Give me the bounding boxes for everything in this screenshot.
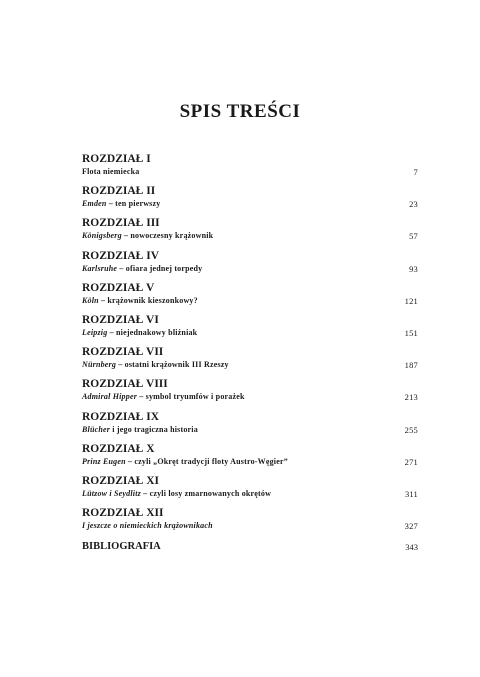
toc-entry <box>82 507 418 539</box>
chapter-subtitle <box>82 521 213 530</box>
chapter-heading: ROZDZIAŁ II <box>82 185 156 198</box>
ship-name: Emden <box>82 199 107 209</box>
chapter-heading: ROZDZIAŁ XII <box>82 507 164 520</box>
subtitle-text: – krążownik kieszonkowy? <box>98 295 198 305</box>
chapter-heading: ROZDZIAŁ IX <box>82 410 160 423</box>
chapter-subtitle-line <box>82 263 418 275</box>
chapter-subtitle-line <box>82 295 418 307</box>
chapter-subtitle-line <box>82 488 418 500</box>
subtitle-text: – ostatni krążownik III Rzeszy <box>116 360 229 370</box>
chapter-subtitle <box>82 231 213 240</box>
page-number: 7 <box>413 167 418 177</box>
subtitle-text: – symbol tryumfów i porażek <box>137 392 245 402</box>
chapter-subtitle <box>82 457 288 466</box>
page-number: 93 <box>409 263 418 274</box>
chapter-subtitle-line <box>82 230 418 242</box>
ship-name: Leipzig <box>82 327 108 337</box>
subtitle-text: i jego tragiczna historia <box>110 424 198 434</box>
chapter-subtitle <box>82 199 160 208</box>
page-number: 23 <box>409 199 418 210</box>
chapter-subtitle-line <box>82 327 418 339</box>
toc-entry <box>82 250 418 282</box>
toc-entry <box>82 217 418 249</box>
page-number: 311 <box>404 488 418 499</box>
chapter-heading: ROZDZIAŁ V <box>82 281 155 294</box>
toc-entry <box>82 346 418 378</box>
chapter-heading: ROZDZIAŁ X <box>82 442 155 455</box>
chapter-subtitle <box>82 392 245 401</box>
chapter-subtitle-line <box>82 359 418 371</box>
ship-name: Blücher <box>82 424 111 434</box>
chapter-subtitle-line <box>82 424 418 436</box>
subtitle-text: – nowoczesny krążownik <box>121 231 214 241</box>
ship-name: I jeszcze o niemieckich krążownikach <box>82 521 213 531</box>
chapter-subtitle-line <box>82 456 418 468</box>
chapter-subtitle <box>82 328 197 337</box>
page-title: SPIS TREŚCI <box>179 101 301 122</box>
chapter-heading: ROZDZIAŁ VII <box>82 346 164 359</box>
subtitle-text: Flota niemiecka <box>82 167 140 176</box>
chapter-subtitle <box>82 296 198 305</box>
subtitle-text: – czyli „Okręt tradycji floty Austro-Węgier” <box>125 456 288 466</box>
subtitle-text: – ten pierwszy <box>106 199 161 209</box>
table-of-contents <box>82 153 418 554</box>
ship-name: Lützow i Seydlitz <box>82 488 141 498</box>
page-number: 57 <box>409 231 418 242</box>
toc-entry <box>82 411 418 443</box>
chapter-subtitle <box>82 425 198 434</box>
page-number: 213 <box>404 392 418 403</box>
page-number: 343 <box>405 542 418 553</box>
chapter-heading: ROZDZIAŁ III <box>82 217 160 230</box>
toc-entry <box>82 185 418 217</box>
subtitle-text: – niejednakowy bliźniak <box>107 327 198 337</box>
toc-entry <box>82 282 418 314</box>
chapter-heading: ROZDZIAŁ VI <box>82 313 159 326</box>
ship-name: Königsberg <box>82 231 122 241</box>
chapter-subtitle-line <box>82 520 418 532</box>
chapter-heading: ROZDZIAŁ XI <box>82 474 160 487</box>
chapter-heading: ROZDZIAŁ VIII <box>82 378 168 391</box>
ship-name: Karlsruhe <box>82 263 118 273</box>
page-number: 151 <box>404 327 418 338</box>
chapter-subtitle <box>82 264 202 273</box>
ship-name: Köln <box>82 295 99 305</box>
toc-entry <box>82 378 418 410</box>
page-number: 327 <box>404 521 418 532</box>
toc-entry <box>82 475 418 507</box>
page-number: 255 <box>404 424 418 435</box>
toc-entry <box>82 153 418 185</box>
subtitle-text: – czyli losy zmarnowanych okrętów <box>140 488 272 498</box>
bibliography-heading: BIBLIOGRAFIA <box>82 541 161 553</box>
ship-name: Nürnberg <box>82 360 117 370</box>
chapter-subtitle <box>82 360 229 369</box>
subtitle-text: – ofiara jednej torpedy <box>117 263 203 273</box>
toc-entry <box>82 314 418 346</box>
chapter-subtitle-line <box>82 198 418 210</box>
page-number: 271 <box>404 456 418 467</box>
chapter-heading: ROZDZIAŁ IV <box>82 249 160 262</box>
page-number: 187 <box>404 360 418 371</box>
page-number: 121 <box>404 295 418 306</box>
chapter-subtitle-line <box>82 166 418 178</box>
chapter-heading: ROZDZIAŁ I <box>82 153 151 165</box>
ship-name: Prinz Eugen <box>82 456 126 466</box>
chapter-subtitle-line <box>82 391 418 403</box>
ship-name: Admiral Hipper <box>82 392 138 402</box>
chapter-subtitle <box>82 489 271 498</box>
toc-entry <box>82 443 418 475</box>
toc-entry-bibliography <box>82 540 418 554</box>
chapter-subtitle <box>82 167 139 176</box>
